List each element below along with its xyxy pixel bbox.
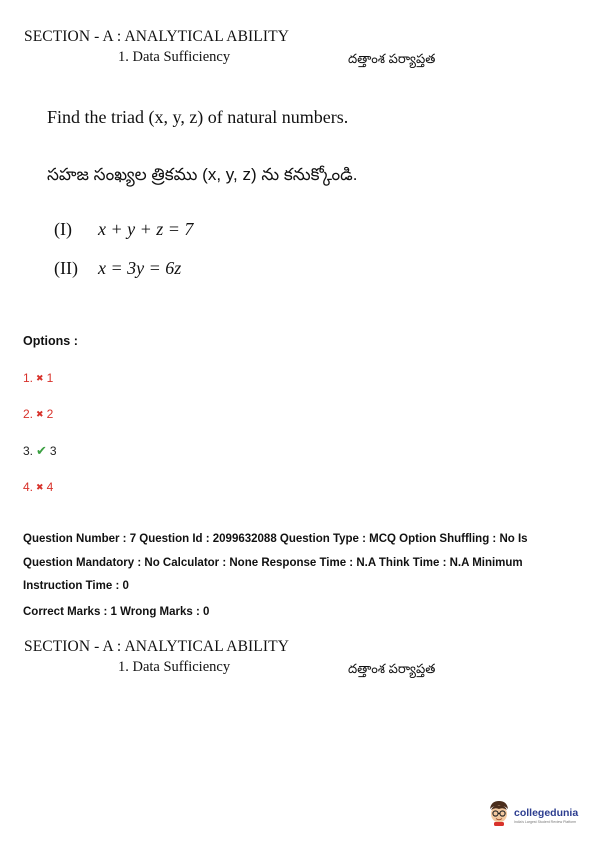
meta-line: Question Number : 7 Question Id : 2099632088 Question Type : MCQ Option Shuffling : No Is xyxy=(23,533,528,545)
option-3[interactable] xyxy=(23,443,57,459)
cross-icon: ✖ xyxy=(36,481,44,492)
mascot-icon xyxy=(488,800,510,831)
cross-icon: ✖ xyxy=(36,408,44,419)
option-1[interactable] xyxy=(23,371,53,385)
logo-name: collegedunia xyxy=(514,807,579,819)
check-icon: ✔ xyxy=(36,443,47,458)
question-meta xyxy=(23,528,583,624)
question-text-english: Find the triad (x, y, z) of natural numbers. xyxy=(47,107,349,127)
section-title: SECTION - A : ANALYTICAL ABILITY xyxy=(24,28,289,45)
next-subsection-title: 1. Data Sufficiency xyxy=(118,659,231,675)
logo-tagline: India's Largest Student Review Platform xyxy=(514,820,577,824)
option-number: 1. xyxy=(23,371,34,385)
option-value: 1 xyxy=(46,371,54,385)
next-subsection-title-telugu: దత్తాంశ పర్యాప్తత xyxy=(348,661,436,676)
statement-equation: x = 3y = 6z xyxy=(98,258,182,278)
meta-line: Instruction Time : 0 xyxy=(23,580,129,592)
statement-1 xyxy=(54,219,254,243)
next-section-title: SECTION - A : ANALYTICAL ABILITY xyxy=(24,638,289,655)
option-number: 4. xyxy=(23,480,34,494)
statement-equation: x + y + z = 7 xyxy=(98,219,194,239)
statement-2 xyxy=(54,258,254,282)
question-text-telugu: సహజ సంఖ్యల త్రికము (x, y, z) ను కనుక్కోండి. xyxy=(47,165,358,184)
option-4[interactable] xyxy=(23,480,53,494)
statement-label: (I) xyxy=(54,219,72,239)
subsection-title-telugu: దత్తాంశ పర్యాప్తత xyxy=(348,51,436,66)
option-value: 3 xyxy=(49,444,57,458)
option-value: 2 xyxy=(46,407,54,421)
option-2[interactable] xyxy=(23,407,53,421)
subsection-title: 1. Data Sufficiency xyxy=(118,49,231,65)
collegedunia-logo xyxy=(488,800,578,831)
options-title: Options : xyxy=(23,334,78,348)
meta-line: Question Mandatory : No Calculator : None Response Time : N.A Think Time : N.A Minimum xyxy=(23,556,523,569)
statement-label: (II) xyxy=(54,258,78,278)
meta-line: Correct Marks : 1 Wrong Marks : 0 xyxy=(23,605,210,618)
option-number: 3. xyxy=(23,444,34,458)
cross-icon: ✖ xyxy=(36,372,44,383)
option-number: 2. xyxy=(23,407,34,421)
option-value: 4 xyxy=(46,480,54,494)
